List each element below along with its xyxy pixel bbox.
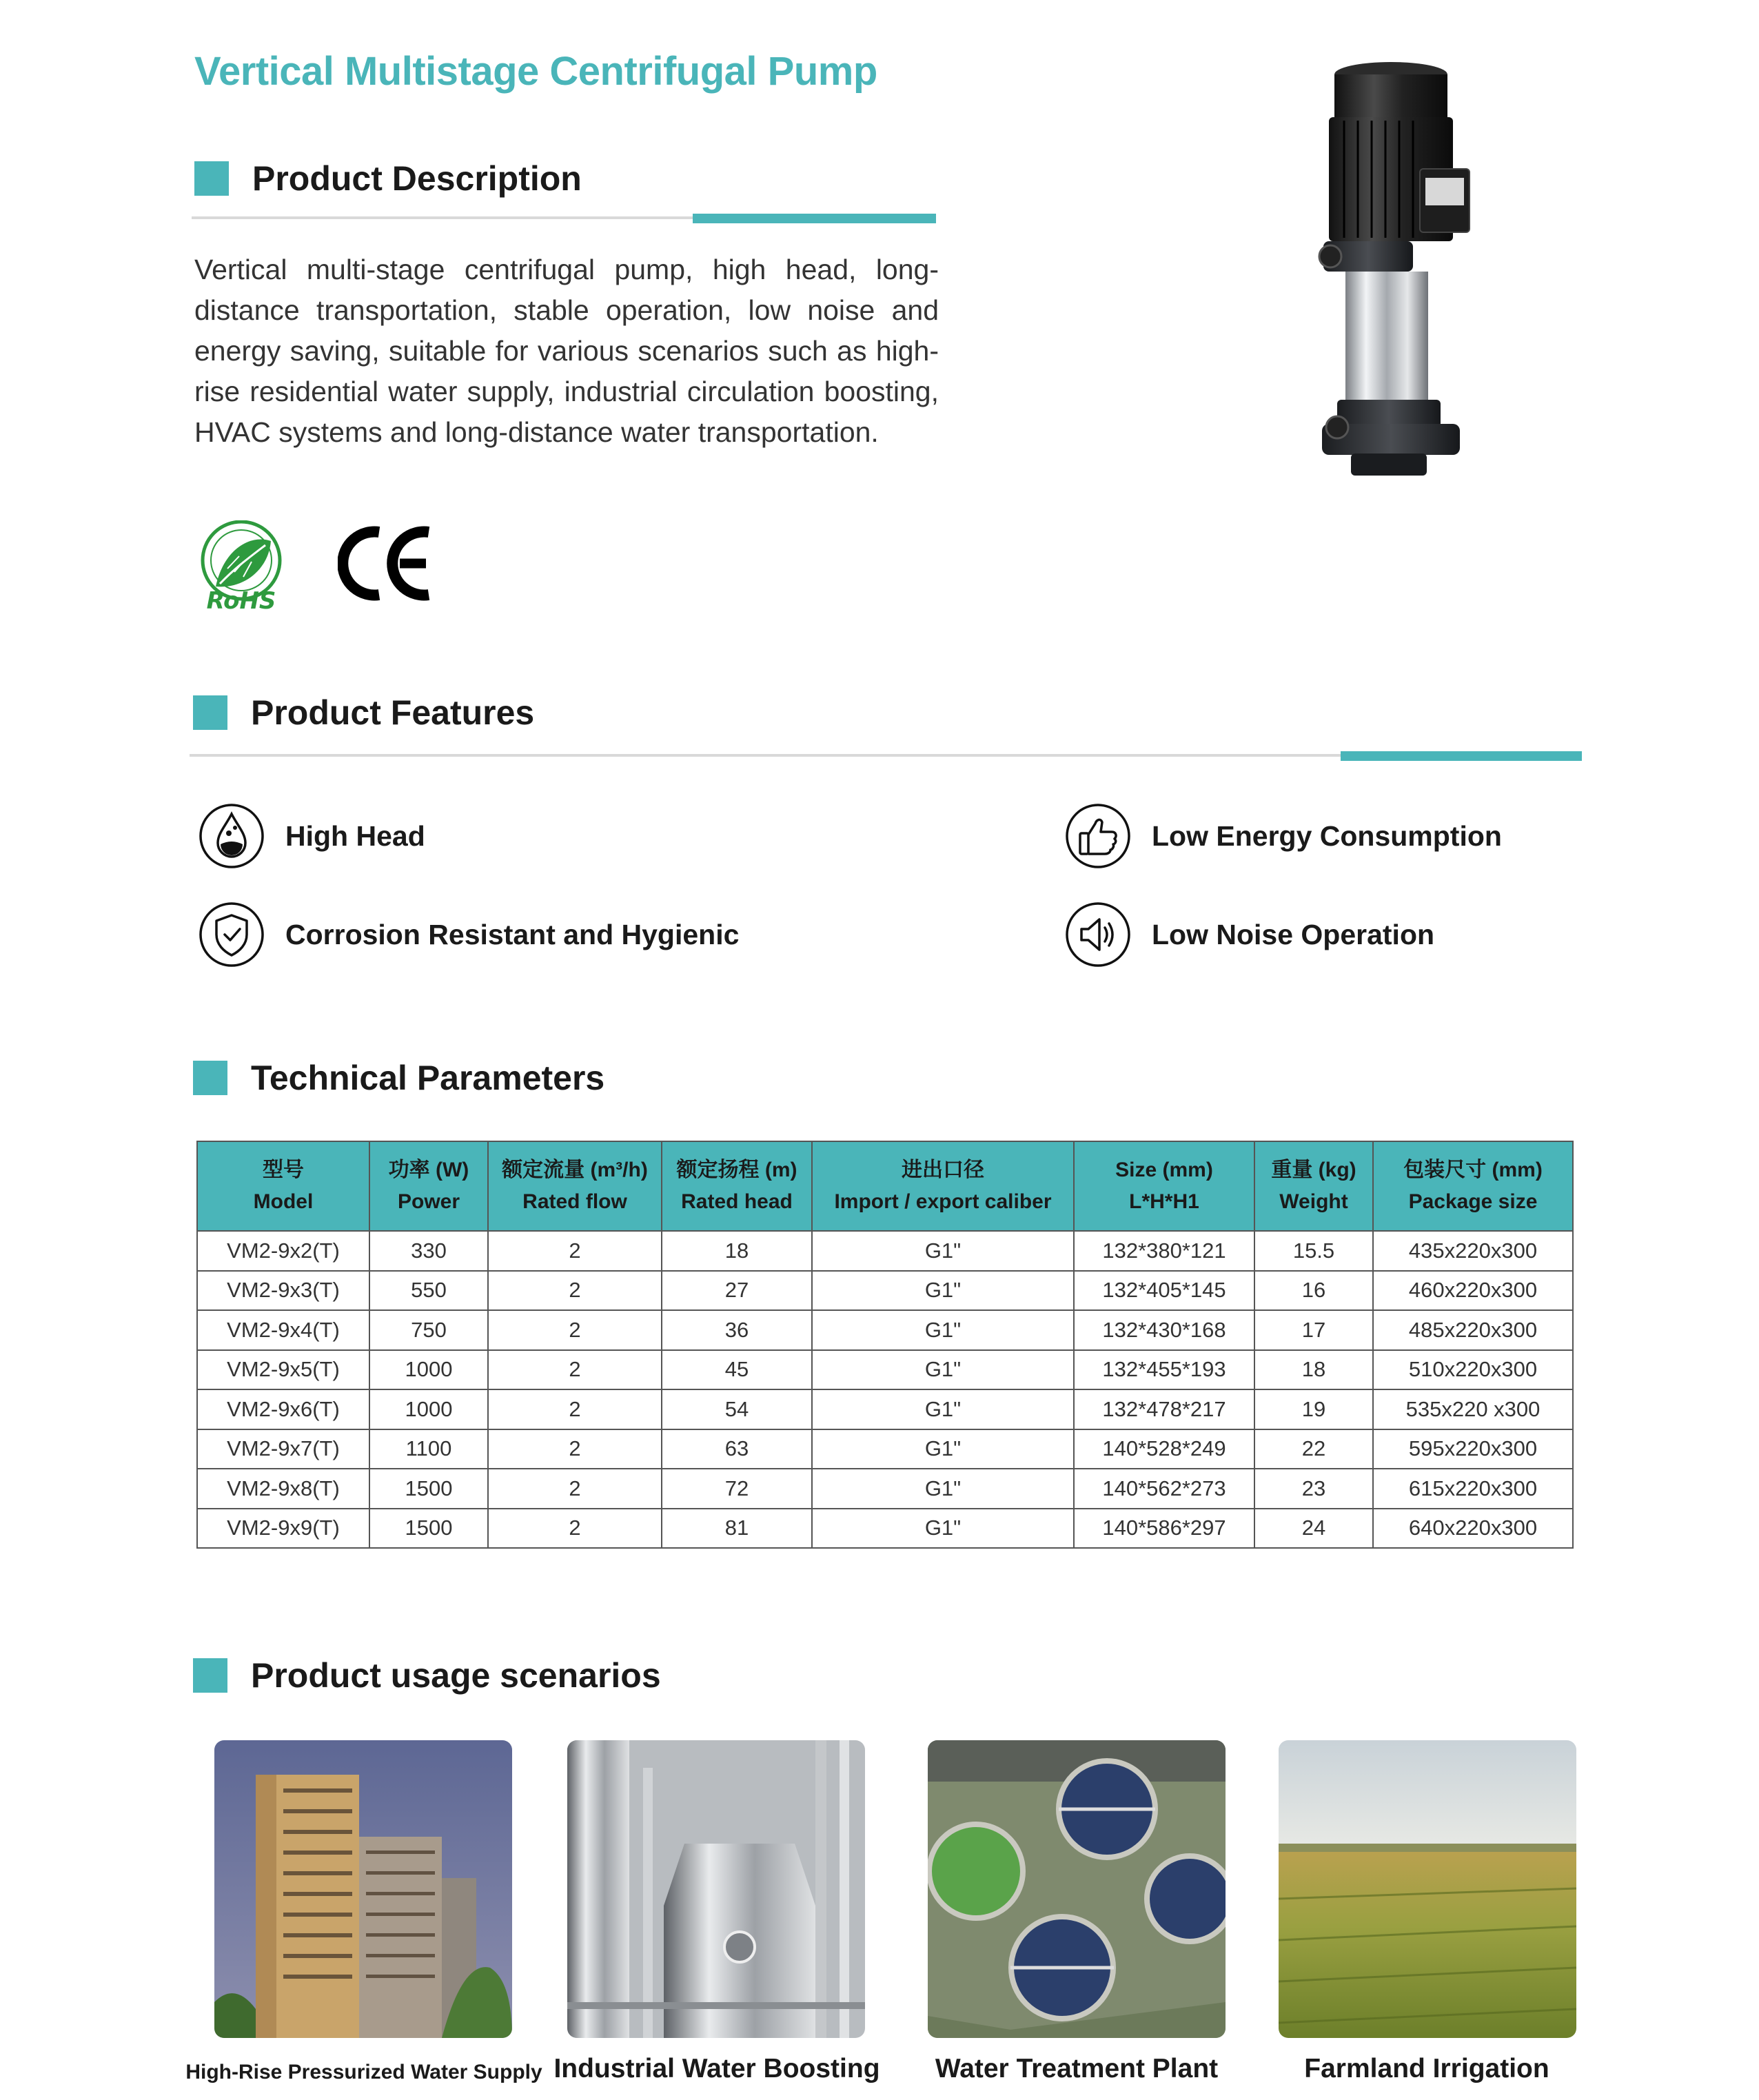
cell-weight: 15.5 — [1254, 1231, 1373, 1271]
cell-rated-head: 81 — [662, 1509, 812, 1549]
page-title: Vertical Multistage Centrifugal Pump — [194, 49, 877, 94]
cell-caliber: G1" — [812, 1469, 1074, 1509]
column-header-package-size: 包装尺寸 (mm) Package size — [1373, 1141, 1573, 1231]
description-heading: Product Description — [252, 159, 582, 198]
section-marker — [193, 695, 227, 730]
cell-package-size: 510x220x300 — [1373, 1350, 1573, 1390]
cell-size: 140*528*249 — [1074, 1429, 1254, 1469]
feature-label: Corrosion Resistant and Hygienic — [285, 918, 740, 950]
table-row — [197, 1389, 1573, 1429]
feature-label: High Head — [285, 819, 425, 852]
section-marker — [193, 1061, 227, 1095]
cell-model: VM2-9x7(T) — [197, 1429, 369, 1469]
feature-label: Low Energy Consumption — [1152, 819, 1502, 852]
cell-weight: 19 — [1254, 1389, 1373, 1429]
cell-size: 140*586*297 — [1074, 1509, 1254, 1549]
cell-package-size: 640x220x300 — [1373, 1509, 1573, 1549]
cell-caliber: G1" — [812, 1509, 1074, 1549]
column-header-weight: 重量 (kg) Weight — [1254, 1141, 1373, 1231]
cell-package-size: 485x220x300 — [1373, 1310, 1573, 1350]
cell-package-size: 595x220x300 — [1373, 1429, 1573, 1469]
cell-size: 140*562*273 — [1074, 1469, 1254, 1509]
cell-power: 550 — [369, 1271, 488, 1311]
section-divider-accent — [1341, 751, 1582, 761]
cell-package-size: 615x220x300 — [1373, 1469, 1573, 1509]
cell-power: 1000 — [369, 1350, 488, 1390]
scenario-image-treatment-plant — [928, 1740, 1226, 2038]
cell-rated-flow: 2 — [488, 1350, 662, 1390]
cell-model: VM2-9x9(T) — [197, 1509, 369, 1549]
cell-caliber: G1" — [812, 1429, 1074, 1469]
feature-low-noise — [1065, 901, 1434, 968]
cell-rated-head: 27 — [662, 1271, 812, 1311]
cell-rated-flow: 2 — [488, 1271, 662, 1311]
cell-rated-head: 45 — [662, 1350, 812, 1390]
cell-weight: 18 — [1254, 1350, 1373, 1390]
cell-power: 1500 — [369, 1509, 488, 1549]
cell-caliber: G1" — [812, 1389, 1074, 1429]
cell-weight: 17 — [1254, 1310, 1373, 1350]
scenarios-section-header — [193, 1655, 661, 1695]
cell-caliber: G1" — [812, 1271, 1074, 1311]
cell-package-size: 435x220x300 — [1373, 1231, 1573, 1271]
feature-label: Low Noise Operation — [1152, 918, 1435, 950]
cell-weight: 22 — [1254, 1429, 1373, 1469]
cell-rated-flow: 2 — [488, 1310, 662, 1350]
cell-size: 132*430*168 — [1074, 1310, 1254, 1350]
cell-rated-head: 36 — [662, 1310, 812, 1350]
description-section-header — [194, 159, 582, 198]
cell-caliber: G1" — [812, 1231, 1074, 1271]
cell-weight: 23 — [1254, 1469, 1373, 1509]
column-header-caliber: 进出口径 Import / export caliber — [812, 1141, 1074, 1231]
section-marker — [194, 161, 229, 196]
speaker-icon — [1065, 901, 1131, 968]
rohs-logo — [196, 520, 286, 613]
cell-size: 132*478*217 — [1074, 1389, 1254, 1429]
table-row — [197, 1271, 1573, 1311]
description-text: Vertical multi-stage centrifugal pump, high head, long-distance transportation, stable operation, low noise and energy saving, suitable for various scenarios such as high-rise residential water supply, industrial circulation boosting, HVAC systems and long-distance water transportation. — [194, 254, 939, 448]
table-row — [197, 1429, 1573, 1469]
cell-rated-flow: 2 — [488, 1469, 662, 1509]
cell-caliber: G1" — [812, 1310, 1074, 1350]
cell-weight: 16 — [1254, 1271, 1373, 1311]
cell-rated-head: 72 — [662, 1469, 812, 1509]
scenario-image-farmland — [1279, 1740, 1576, 2038]
cell-power: 1100 — [369, 1429, 488, 1469]
ce-mark — [338, 524, 434, 603]
cell-weight: 24 — [1254, 1509, 1373, 1549]
feature-high-head — [199, 803, 425, 869]
column-header-rated-head: 额定扬程 (m) Rated head — [662, 1141, 812, 1231]
table-row — [197, 1469, 1573, 1509]
cell-power: 1000 — [369, 1389, 488, 1429]
pump-product-image — [1310, 55, 1482, 482]
features-section-header — [193, 693, 534, 733]
scenario-caption: Farmland Irrigation — [1304, 2054, 1549, 2083]
scenario-image-industrial — [567, 1740, 865, 2038]
cell-rated-head: 18 — [662, 1231, 812, 1271]
parameters-heading: Technical Parameters — [251, 1059, 605, 1097]
cell-caliber: G1" — [812, 1350, 1074, 1390]
table-row — [197, 1310, 1573, 1350]
cell-power: 1500 — [369, 1469, 488, 1509]
cell-power: 750 — [369, 1310, 488, 1350]
feature-low-energy — [1065, 803, 1502, 869]
shield-check-icon — [199, 901, 265, 968]
section-divider-accent — [693, 214, 936, 223]
column-header-size: Size (mm) L*H*H1 — [1074, 1141, 1254, 1231]
scenario-image-high-rise — [214, 1740, 512, 2038]
table-row — [197, 1509, 1573, 1549]
rohs-logo-text: RoHS — [206, 587, 276, 613]
cell-model: VM2-9x5(T) — [197, 1350, 369, 1390]
parameters-section-header — [193, 1058, 604, 1098]
cell-model: VM2-9x2(T) — [197, 1231, 369, 1271]
cell-rated-head: 54 — [662, 1389, 812, 1429]
water-drop-icon — [199, 803, 265, 869]
cell-package-size: 535x220 x300 — [1373, 1389, 1573, 1429]
cell-power: 330 — [369, 1231, 488, 1271]
section-marker — [193, 1658, 227, 1693]
cell-model: VM2-9x8(T) — [197, 1469, 369, 1509]
scenarios-heading: Product usage scenarios — [251, 1656, 661, 1695]
cell-rated-head: 63 — [662, 1429, 812, 1469]
cell-size: 132*380*121 — [1074, 1231, 1254, 1271]
column-header-power: 功率 (W) Power — [369, 1141, 488, 1231]
table-row — [197, 1350, 1573, 1390]
table-row — [197, 1231, 1573, 1271]
cell-rated-flow: 2 — [488, 1429, 662, 1469]
cell-model: VM2-9x4(T) — [197, 1310, 369, 1350]
feature-corrosion-resistant — [199, 901, 739, 968]
cell-rated-flow: 2 — [488, 1231, 662, 1271]
cell-model: VM2-9x3(T) — [197, 1271, 369, 1311]
scenario-caption: High-Rise Pressurized Water Supply — [185, 2061, 542, 2083]
thumbs-up-icon — [1065, 803, 1131, 869]
cell-size: 132*455*193 — [1074, 1350, 1254, 1390]
column-header-rated-flow: 额定流量 (m³/h) Rated flow — [488, 1141, 662, 1231]
scenario-caption: Water Treatment Plant — [935, 2054, 1219, 2083]
cell-size: 132*405*145 — [1074, 1271, 1254, 1311]
technical-parameters-table — [196, 1141, 1574, 1549]
scenario-caption: Industrial Water Boosting — [553, 2054, 880, 2083]
features-heading: Product Features — [251, 693, 535, 732]
column-header-model: 型号 Model — [197, 1141, 369, 1231]
cell-rated-flow: 2 — [488, 1509, 662, 1549]
cell-package-size: 460x220x300 — [1373, 1271, 1573, 1311]
table-header-row — [197, 1141, 1573, 1231]
cell-rated-flow: 2 — [488, 1389, 662, 1429]
cell-model: VM2-9x6(T) — [197, 1389, 369, 1429]
